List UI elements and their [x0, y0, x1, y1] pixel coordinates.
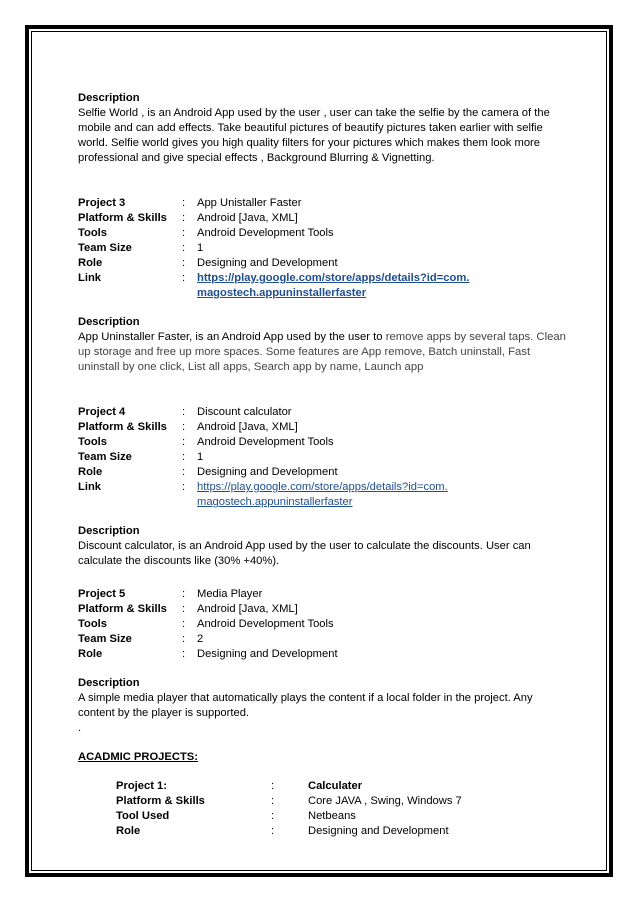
- link-line-1: https://play.google.com/store/apps/details?id=com.: [197, 481, 448, 493]
- link-line-1: https://play.google.com/store/apps/details?id=com.: [197, 272, 470, 284]
- academic-platform-row: [116, 794, 568, 809]
- colon: :: [182, 466, 186, 478]
- colon: :: [271, 780, 275, 792]
- team-size-row: [78, 632, 568, 647]
- project-4-name-row: [78, 405, 568, 420]
- platform-row: [78, 602, 568, 617]
- role-label: Role: [78, 466, 103, 478]
- colon: :: [182, 436, 186, 448]
- colon: :: [182, 633, 186, 645]
- role-value: Designing and Development: [197, 466, 338, 478]
- colon: :: [182, 603, 186, 615]
- link-row: [78, 271, 568, 301]
- colon: :: [182, 618, 186, 630]
- project-value: Media Player: [197, 588, 263, 600]
- platform-label: Platform & Skills: [78, 212, 167, 224]
- play-store-link[interactable]: [197, 272, 469, 299]
- link-label: Link: [78, 481, 101, 493]
- project-label: Project 3: [78, 197, 126, 209]
- tools-label: Tools: [78, 618, 108, 630]
- project-4-details: [78, 405, 568, 510]
- academic-role-value: Designing and Development: [308, 825, 449, 837]
- academic-project-1: [116, 779, 568, 839]
- team-size-label: Team Size: [78, 242, 132, 254]
- project-3-details: [78, 196, 568, 301]
- academic-role-label: Role: [116, 825, 141, 837]
- link-line-2: magostech.appuninstallerfaster: [197, 496, 353, 508]
- platform-value: Android [Java, XML]: [197, 603, 298, 615]
- role-label: Role: [78, 257, 103, 269]
- project-3-name-row: [78, 196, 568, 211]
- description-text: Discount calculator, is an Android App used by the user to calculate the discounts. User can calculate the discounts like (30% +40%).: [78, 540, 531, 567]
- colon: :: [182, 451, 186, 463]
- colon: :: [182, 257, 186, 269]
- colon: :: [182, 227, 186, 239]
- team-size-value: 1: [197, 242, 204, 254]
- description-text: A simple media player that automatically plays the content if a local folder in the project. Any content by the player is supported.: [78, 692, 533, 719]
- colon: :: [182, 421, 186, 433]
- team-size-value: 1: [197, 451, 204, 463]
- platform-label: Platform & Skills: [78, 603, 167, 615]
- platform-row: [78, 420, 568, 435]
- tools-value: Android Development Tools: [197, 436, 334, 448]
- colon: :: [271, 810, 275, 822]
- platform-value: Android [Java, XML]: [197, 421, 298, 433]
- role-value: Designing and Development: [197, 257, 338, 269]
- platform-label: Platform & Skills: [78, 421, 167, 433]
- team-size-label: Team Size: [78, 451, 132, 463]
- colon: :: [182, 588, 186, 600]
- academic-role-row: [116, 824, 568, 839]
- team-size-row: [78, 241, 568, 256]
- role-row: [78, 647, 568, 662]
- colon: :: [182, 242, 186, 254]
- colon: :: [182, 197, 186, 209]
- role-label: Role: [78, 648, 103, 660]
- role-row: [78, 256, 568, 271]
- description-text: Selfie World , is an Android App used by the user , user can take the selfie by the camera of the mobile and can add effects. Take beautiful pictures of beautify pictures taken earlier with selfie world. Selfie world gives you high quality filters for your pictures which makes them look more professional and give special effects , Background Blurring & Vignetting.: [78, 107, 550, 164]
- tools-value: Android Development Tools: [197, 618, 334, 630]
- description-heading: Description: [78, 677, 140, 689]
- academic-tool-value: Netbeans: [308, 810, 356, 822]
- description-text: [78, 330, 568, 375]
- tools-row: [78, 226, 568, 241]
- description-heading: Description: [78, 92, 140, 104]
- project-label: Project 4: [78, 406, 126, 418]
- academic-projects-heading: ACADMIC PROJECTS:: [78, 751, 198, 763]
- play-store-link[interactable]: [197, 481, 448, 508]
- resume-content: [78, 91, 568, 839]
- colon: :: [182, 406, 186, 418]
- stray-dot: .: [78, 722, 82, 734]
- academic-project-value: Calculater: [308, 780, 363, 792]
- academic-project-row: [116, 779, 568, 794]
- link-line-2: magostech.appuninstallerfaster: [197, 287, 367, 299]
- project-label: Project 5: [78, 588, 126, 600]
- team-size-row: [78, 450, 568, 465]
- tools-row: [78, 435, 568, 450]
- platform-row: [78, 211, 568, 226]
- description-heading: Description: [78, 525, 140, 537]
- colon: :: [271, 795, 275, 807]
- colon: :: [182, 212, 186, 224]
- description-text-part-1: App Uninstaller Faster, is an Android App used by the user to: [78, 331, 383, 343]
- role-row: [78, 465, 568, 480]
- academic-tool-row: [116, 809, 568, 824]
- academic-project-label: Project 1:: [116, 780, 167, 792]
- tools-label: Tools: [78, 227, 108, 239]
- colon: :: [271, 825, 275, 837]
- academic-tool-label: Tool Used: [116, 810, 170, 822]
- description-heading: Description: [78, 316, 140, 328]
- description-text-part-2: remove apps by several taps. Clean up storage and free up more spaces. Some features are App remove, Batch uninstall, Fast uninstall by one click, List all apps, Search app by name, Launch app: [78, 331, 566, 373]
- academic-platform-value: Core JAVA , Swing, Windows 7: [308, 795, 462, 807]
- colon: :: [182, 272, 186, 284]
- tools-value: Android Development Tools: [197, 227, 334, 239]
- platform-value: Android [Java, XML]: [197, 212, 298, 224]
- tools-label: Tools: [78, 436, 108, 448]
- role-value: Designing and Development: [197, 648, 338, 660]
- project-5-details: [78, 587, 568, 662]
- colon: :: [182, 648, 186, 660]
- tools-row: [78, 617, 568, 632]
- project-value: Discount calculator: [197, 406, 292, 418]
- colon: :: [182, 481, 186, 493]
- project-value: App Unistaller Faster: [197, 197, 302, 209]
- link-label: Link: [78, 272, 101, 284]
- team-size-label: Team Size: [78, 633, 132, 645]
- project-5-name-row: [78, 587, 568, 602]
- link-row: [78, 480, 568, 510]
- team-size-value: 2: [197, 633, 204, 645]
- academic-platform-label: Platform & Skills: [116, 795, 205, 807]
